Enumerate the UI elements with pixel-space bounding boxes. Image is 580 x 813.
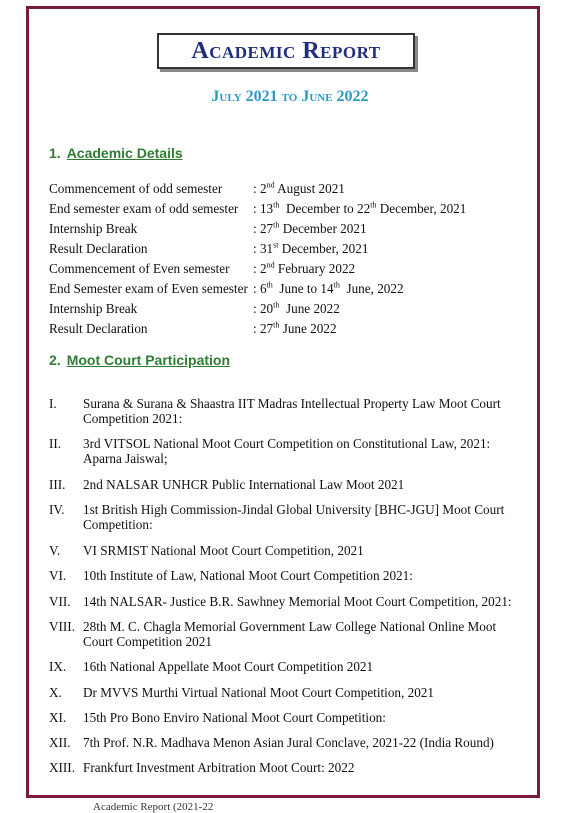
list-numeral: II.	[49, 436, 62, 451]
section-number: 1.	[49, 145, 61, 161]
page-title: Academic Report	[191, 37, 381, 64]
list-numeral: V.	[49, 543, 61, 558]
section-moot-heading	[49, 352, 230, 368]
report-period: July 2021 to June 2022	[211, 88, 369, 105]
list-numeral: XIII.	[49, 760, 75, 775]
list-text: 2nd NALSAR UNHCR Public International Law Moot 2021	[83, 477, 405, 492]
list-text: VI SRMIST National Moot Court Competition, 2021	[83, 543, 364, 558]
list-numeral: VII.	[49, 594, 71, 609]
detail-row	[49, 220, 549, 238]
detail-row	[49, 300, 549, 318]
detail-value: : 31st December, 2021	[253, 240, 369, 256]
list-numeral: XI.	[49, 710, 67, 725]
list-numeral: VIII.	[49, 619, 75, 634]
detail-label: Result Declaration	[49, 241, 148, 256]
list-text: 3rd VITSOL National Moot Court Competition on Constitutional Law, 2021: Aparna Jaiswal;	[83, 436, 491, 466]
detail-value: : 6th June to 14th June, 2022	[253, 280, 404, 296]
list-numeral: XII.	[49, 735, 71, 750]
detail-row	[49, 240, 549, 258]
detail-value: : 2nd February 2022	[253, 260, 356, 276]
list-numeral: X.	[49, 685, 62, 700]
list-text: 15th Pro Bono Enviro National Moot Court Competition:	[83, 710, 386, 725]
list-text: 28th M. C. Chagla Memorial Government Law College National Online Moot Court Competition 2021	[83, 619, 497, 649]
list-text: 7th Prof. N.R. Madhava Menon Asian Jural Conclave, 2021-22 (India Round)	[83, 735, 494, 750]
title-box	[157, 33, 415, 69]
detail-row	[49, 320, 549, 338]
detail-label: Commencement of odd semester	[49, 181, 223, 196]
section-title: Moot Court Participation	[66, 352, 231, 368]
list-numeral: IV.	[49, 502, 65, 517]
list-text: Dr MVVS Murthi Virtual National Moot Court Competition, 2021	[83, 685, 434, 700]
detail-value: : 2nd August 2021	[253, 180, 345, 196]
section-title: Academic Details	[66, 145, 183, 161]
detail-label: End semester exam of odd semester	[49, 201, 239, 216]
section-academic-heading	[49, 145, 183, 161]
section-number: 2.	[49, 352, 61, 368]
detail-label: Internship Break	[49, 301, 138, 316]
list-numeral: I.	[49, 396, 57, 411]
detail-row	[49, 260, 549, 278]
list-text: Surana & Surana & Shaastra IIT Madras Intellectual Property Law Moot Court Competition 2021:	[83, 396, 501, 426]
list-numeral: IX.	[49, 659, 67, 674]
list-text: 1st British High Commission-Jindal Global University [BHC-JGU] Moot Court Competition:	[83, 502, 505, 532]
detail-value: : 27th June 2022	[253, 320, 337, 336]
detail-label: End Semester exam of Even semester	[49, 281, 248, 296]
detail-row	[49, 200, 549, 218]
list-text: 10th Institute of Law, National Moot Court Competition 2021:	[83, 568, 413, 583]
detail-value: : 13th December to 22th December, 2021	[253, 200, 467, 216]
list-numeral: VI.	[49, 568, 67, 583]
detail-value: : 27th December 2021	[253, 220, 367, 236]
detail-label: Internship Break	[49, 221, 138, 236]
list-text: 16th National Appellate Moot Court Competition 2021	[83, 659, 374, 674]
list-text: Frankfurt Investment Arbitration Moot Court: 2022	[83, 760, 355, 775]
list-text: 14th NALSAR- Justice B.R. Sawhney Memorial Moot Court Competition, 2021:	[83, 594, 512, 609]
detail-row	[49, 280, 549, 298]
detail-row	[49, 180, 549, 198]
detail-label: Result Declaration	[49, 321, 148, 336]
detail-label: Commencement of Even semester	[49, 261, 230, 276]
list-numeral: III.	[49, 477, 66, 492]
page-footer: Academic Report (2021-22	[93, 801, 214, 813]
detail-value: : 20th June 2022	[253, 300, 340, 316]
